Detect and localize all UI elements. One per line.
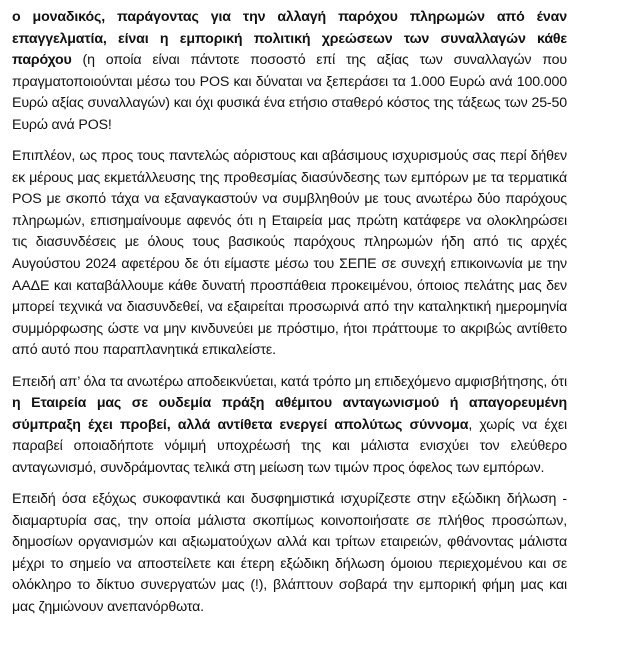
document-body	[12, 7, 567, 628]
bold-emphasis: η Εταιρεία μας σε ουδεμία πράξη αθέμιτου ανταγωνισμού ή απαγορευμένη σύμπραξη έχει προβεί, αλλά αντίθετα ενεργεί απολύτως σύννομα	[12, 395, 567, 433]
paragraph-defamation	[12, 489, 567, 619]
paragraph-text: , χωρίς να έχει παραβεί οποιαδήποτε νόμιμή υποχρέωσή της και μάλιστα ενισχύει τον ελεύθερο ανταγωνισμό, συνδράμοντας τελικά στη μείωση των τιμών προς όφελος των εμπόρων.	[12, 416, 567, 476]
paragraph-competition	[12, 372, 567, 480]
paragraph-payment-fees	[12, 7, 567, 137]
paragraph-pos-deadline	[12, 146, 567, 362]
paragraph-text: Επειδή όσα εξόχως συκοφαντικά και δυσφημιστικά ισχυρίζεστε στην εξώδικη δήλωση - διαμαρτυρία σας, την οποία μάλιστα σκοπίμως κοινοποιήσατε σε πλήθος προσώπων, δημοσίων οργανισμών και αξιωματούχων αλλά και τρίτων εταιρειών, φθάνοντας μάλιστα μέχρι το σημείο να αποστείλετε και έτερη εξώδικη δήλωση όμοιου περιεχομένου και σε ολόκληρο το δίκτυο συνεργατών μας (!), βλάπτουν σοβαρά την εμπορική φήμη μας και μας ζημιώνουν ανεπανόρθωτα.	[12, 490, 567, 615]
paragraph-text: Επιπλέον, ως προς τους παντελώς αόριστους και αβάσιμους ισχυρισμούς σας περί δήθεν εκ μέρους μας εκμετάλλευσης της προθεσμίας διασύνδεσης των εμπόρων με τα τερματικά POS με σκοπό τάχα να εξαναγκαστούν να συμβληθούν με τους ανωτέρω δύο παρόχους πληρωμών, επισημαίνουμε αφενός ότι η Εταιρεία μας πρώτη κατάφερε να ολοκληρώσει τις διασυνδέσεις με όλους τους βασικούς παρόχους πληρωμών ήδη από τις αρχές Αυγούστου 2024 αφετέρου δε ότι είμαστε μέσω του ΣΕΠΕ σε συνεχή επικοινωνία με την ΑΑΔΕ και καταβάλλουμε κάθε δυνατή προσπάθεια προκειμένου, όποιος πελάτης μας δεν μπορεί τεχνικά να διασυνδεθεί, να εξαιρείται προσωρινά από την καταληκτική ημερομηνία συμμόρφωσης ώστε να μην κινδυνεύει με πρόστιμο, ήτοι πράττουμε το ακριβώς αντίθετο από αυτό που παραπλανητικά επικαλείστε.	[12, 148, 567, 359]
paragraph-text: (η οποία είναι πάντοτε ποσοστό επί της αξίας των συναλλαγών που πραγματοποιούνται μέσω του POS και δύναται να ξεπεράσει τα 1.000 Ευρώ ανά 100.000 Ευρώ αξίας συναλλαγών) και όχι φυσικά ένα ετήσιο σταθερό κόστος της τάξεως των 25-50 Ευρώ ανά POS!	[12, 52, 567, 133]
bold-emphasis: ο μοναδικός, παράγοντας για την αλλαγή παρόχου πληρωμών από έναν επαγγελματία, είναι η εμπορική πολιτική χρεώσεων των συναλλαγών κάθε παρόχου	[12, 9, 567, 69]
paragraph-text: Επειδή απ’ όλα τα ανωτέρω αποδεικνύεται, κατά τρόπο μη επιδεχόμενο αμφισβήτησης, ότι	[12, 373, 567, 390]
